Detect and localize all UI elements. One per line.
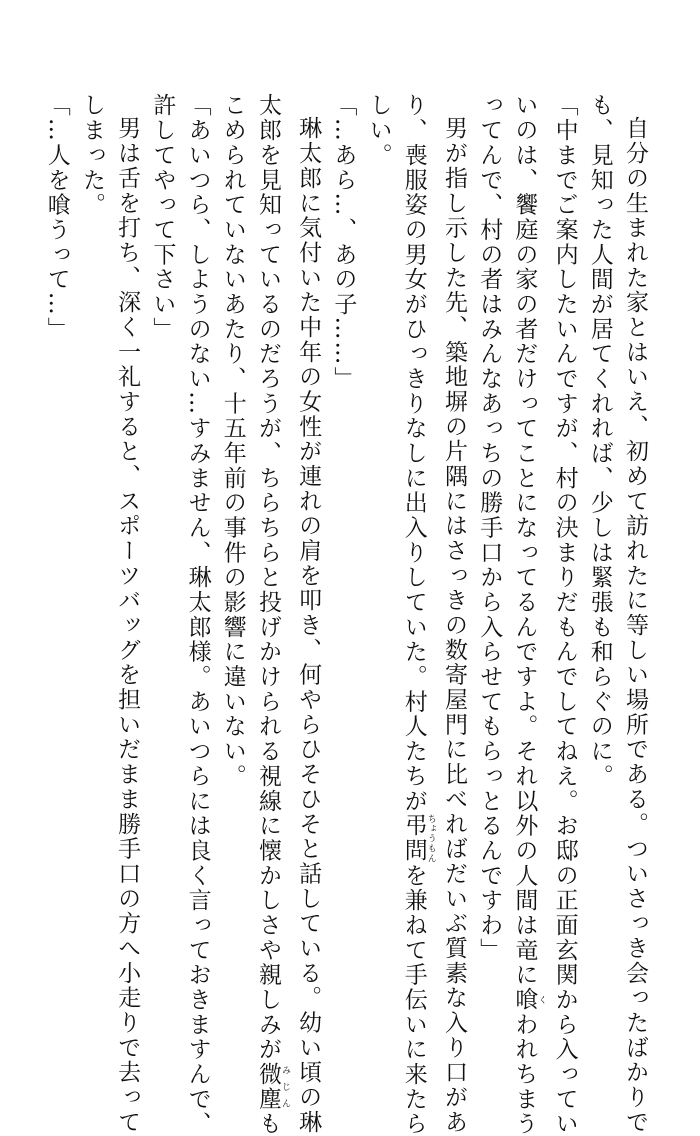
text-line-2 [582, 93, 617, 973]
line-text: われちまう [511, 1012, 538, 1136]
ruby-base: 微塵 [254, 1061, 281, 1112]
ruby-annotation [400, 813, 436, 864]
text-line-8 [360, 93, 395, 973]
ruby-annotation [511, 987, 547, 1013]
text-line-5 [471, 93, 506, 973]
line-text: いのは、饗庭の家の者だけってことになってるんですよ。それ以外の人間は竜に [511, 93, 538, 988]
line-text: こめられていないあたり、十五年前の事件の影響に違いない。 [219, 93, 246, 789]
text-line-12 [215, 93, 250, 973]
line-text: 「あいつら、しようのない…すみません、琳太郎様。あいつらには良く言っておきますんで、 [184, 93, 211, 1136]
ruby-annotation [254, 1061, 290, 1112]
line-text: 「中までご案内したいんですが、村の決まりだもんでしてねえ。お邸の正面玄関から入ってい [551, 93, 578, 1136]
text-line-14 [144, 93, 179, 973]
ruby-base: 喰 [511, 987, 538, 1013]
line-text: り、喪服姿の男女がひっきりなしに出入りしていた。村人たちが [400, 93, 427, 814]
text-line-9 [325, 93, 360, 973]
text-line-6 [436, 93, 471, 1135]
line-text: 男は舌を打ち、深く一礼すると、スポーツバッグを担いだまま勝手口の方へ小走りで去って [114, 116, 141, 1135]
ruby-reading: く [536, 987, 547, 1013]
ruby-reading: ちょうもん [425, 813, 436, 864]
line-text: 自分の生まれた家とはいえ、初めて訪れたに等しい場所である。ついさっき会ったばかりで [622, 116, 648, 1135]
ruby-reading: みじん [279, 1061, 290, 1112]
text-line-3 [546, 93, 581, 1136]
line-text: 「…あら…、あの子……」 [330, 93, 357, 392]
line-text: 琳太郎に気付いた中年の女性が連れの肩を叩き、何やらひそひそと話している。幼い頃の琳 [295, 116, 322, 1135]
text-line-11 [250, 93, 290, 1136]
line-text: しまった。 [78, 93, 105, 218]
line-text: 許してやって下さい」 [149, 93, 176, 342]
line-text: 「…人を喰うって…」 [43, 93, 70, 342]
text-line-7 [396, 93, 436, 1136]
ruby-base: 弔問 [400, 813, 427, 864]
line-text: しい。 [365, 93, 392, 168]
line-text: も、見知った人間が居てくれれば、少しは緊張も和らぐのに。 [586, 93, 613, 789]
line-text: を兼ねて手伝いに来たら [400, 863, 427, 1136]
line-text: ってんで、村の者はみんなあっちの勝手口から入らせてもらっとるんですわ」 [476, 93, 503, 963]
vertical-text-body [39, 93, 652, 1136]
text-line-4 [506, 93, 547, 1136]
text-line-16 [74, 93, 109, 973]
text-line-17 [39, 93, 74, 973]
line-text: 男が指し示した先、築地塀の片隅にはさっきの数寄屋門に比べればだいぶ質素な入り口があ [440, 116, 467, 1135]
line-text: 太郎を見知っているのだろうが、ちらちらと投げかけられる視線に懐かしさや親しみが [254, 93, 281, 1062]
text-line-15 [109, 93, 144, 1135]
text-line-1 [617, 93, 652, 1135]
text-line-13 [179, 93, 214, 1136]
line-text: も [254, 1111, 281, 1136]
text-line-10 [290, 93, 325, 1135]
